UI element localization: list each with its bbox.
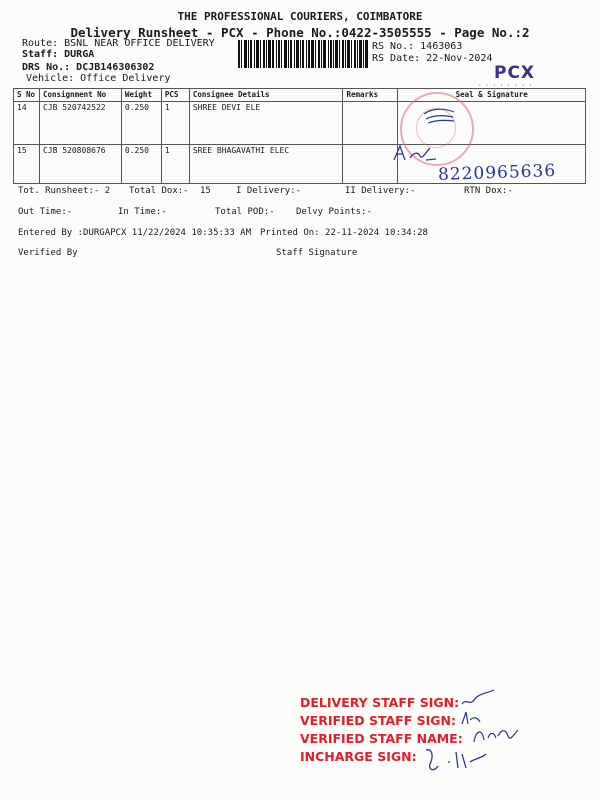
route-text: Route: BSNL NEAR OFFICE DELIVERY	[22, 38, 215, 49]
signature-initial	[390, 142, 440, 164]
consignment-table	[13, 88, 586, 184]
rs-date: RS Date: 22-Nov-2024	[372, 53, 493, 64]
table-row	[14, 102, 586, 145]
vehicle-text: Vehicle: Office Delivery	[26, 73, 171, 84]
total-pod: Total POD:-	[215, 207, 275, 217]
verified-staff-name: VERIFIED STAFF NAME:	[300, 731, 463, 746]
col-consignee: Consignee Details	[189, 89, 343, 102]
ii-delivery: II Delivery:-	[345, 186, 416, 196]
signature-scribble	[420, 100, 460, 128]
cell-consignee: SREE BHAGAVATHI ELEC	[189, 145, 343, 184]
table-header-row	[14, 89, 586, 102]
total-dox-value: 15	[200, 186, 211, 196]
table-row	[14, 145, 586, 184]
rs-number: RS No.: 1463063	[372, 41, 463, 52]
cell-consignment: CJB 520808676	[39, 145, 121, 184]
cell-weight: 0.250	[121, 145, 161, 184]
incharge-sign: INCHARGE SIGN:	[300, 749, 417, 764]
tot-runsheet: Tot. Runsheet:- 2	[18, 186, 111, 196]
col-weight: Weight	[121, 89, 161, 102]
cell-sno: 14	[14, 102, 40, 145]
company-name: THE PROFESSIONAL COURIERS, COIMBATORE	[177, 10, 423, 23]
cell-remarks	[343, 102, 398, 145]
delivery-sign-scribble	[458, 688, 498, 710]
delivery-staff-sign: DELIVERY STAFF SIGN:	[300, 695, 460, 710]
runsheet-title: Delivery Runsheet - PCX - Phone No.:0422-3505555 - Page No.:2	[70, 25, 530, 40]
out-time: Out Time:-	[18, 207, 73, 217]
pcx-stamp: PCX	[494, 63, 536, 83]
incharge-sign-scribble	[420, 744, 490, 774]
barcode	[238, 40, 368, 68]
cell-pcs: 1	[161, 145, 189, 184]
in-time: In Time:-	[118, 207, 167, 217]
cell-weight: 0.250	[121, 102, 161, 145]
i-delivery: I Delivery:-	[236, 186, 302, 196]
staff-signature-label: Staff Signature	[276, 248, 358, 258]
cell-consignment: CJB 520742522	[39, 102, 121, 145]
col-remarks: Remarks	[343, 89, 398, 102]
entered-by: Entered By :DURGAPCX 11/22/2024 10:35:33 AM	[18, 228, 251, 238]
cell-pcs: 1	[161, 102, 189, 145]
printed-on: Printed On: 22-11-2024 10:34:28	[260, 228, 428, 238]
verified-staff-sign: VERIFIED STAFF SIGN:	[300, 713, 456, 728]
cell-sno: 15	[14, 145, 40, 184]
cell-consignee: SHREE DEVI ELE	[189, 102, 343, 145]
col-pcs: PCS	[161, 89, 189, 102]
staff-text: Staff: DURGA	[22, 49, 95, 60]
rtn-dox: RTN Dox:-	[464, 186, 513, 196]
verified-by: Verified By	[18, 248, 78, 258]
stamp-dots: · · · · · · · ·	[478, 82, 533, 89]
handwritten-phone: 8220965636	[438, 160, 557, 186]
col-seal: Seal & Signature	[398, 89, 586, 102]
total-dox-label: Total Dox:-	[129, 186, 189, 196]
delvy-points: Delvy Points:-	[296, 207, 372, 217]
col-sno: S No	[14, 89, 40, 102]
col-consignment: Consignment No	[39, 89, 121, 102]
drs-number: DRS No.: DCJB146306302	[22, 62, 155, 73]
